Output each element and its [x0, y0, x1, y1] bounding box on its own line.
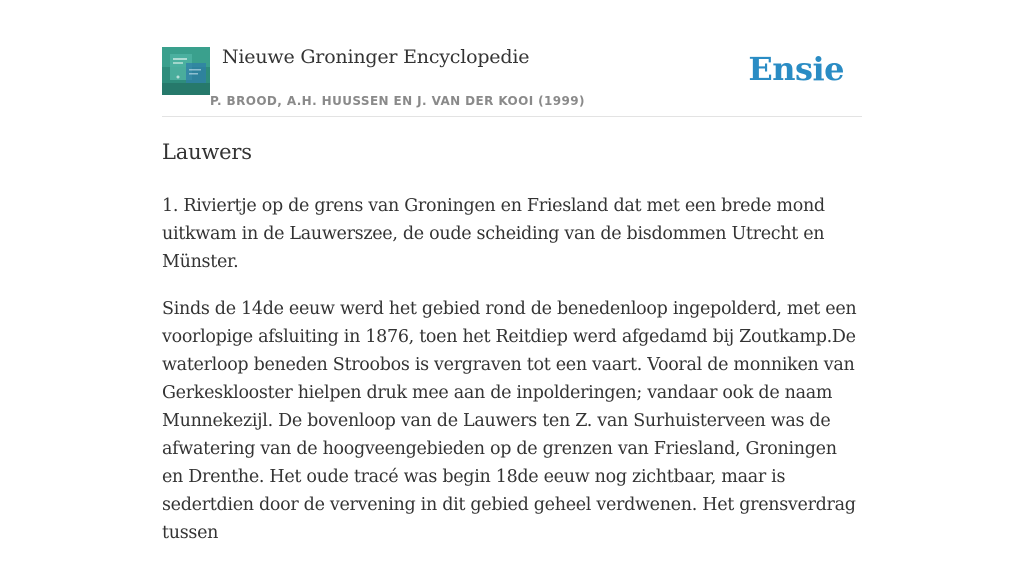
book-cover-thumbnail[interactable] [162, 47, 210, 95]
page-container [162, 0, 862, 543]
entry-title: Lauwers [162, 140, 252, 164]
source-header [162, 0, 862, 117]
book-authors: P. BROOD, A.H. HUUSSEN EN J. VAN DER KOOI (1999) [210, 94, 585, 108]
book-cover-image [162, 47, 210, 95]
entry-body [162, 192, 862, 566]
entry-paragraph: 1. Riviertje op de grens van Groningen en Friesland dat met een brede mond uitkwam in de Lauwerszee, de oude scheiding van de bisdommen Utrecht en Münster. [162, 196, 825, 272]
ensie-logo-link[interactable]: Ensie [748, 50, 844, 88]
book-title[interactable]: Nieuwe Groninger Encyclopedie [222, 46, 530, 68]
entry-paragraph: Sinds de 14de eeuw werd het gebied rond de benedenloop ingepolderd, met een voorlopige afsluiting in 1876, toen het Reitdiep werd afgedamd bij Zoutkamp.De waterloop beneden Stroobos is vergraven tot een vaart. Vooral de monniken van Gerkesklooster hielpen druk mee aan de inpolderingen; vandaar ook de naam Munnekezijl. De bovenloop van de Lauwers ten Z. van Surhuisterveen was de afwatering van de hoogveengebieden op de grenzen van Friesland, Groningen en Drenthe. Het oude tracé was begin 18de eeuw nog zichtbaar, maar is sedertdien door de vervening in dit gebied geheel verdwenen. Het grensverdrag tussen [162, 299, 857, 543]
